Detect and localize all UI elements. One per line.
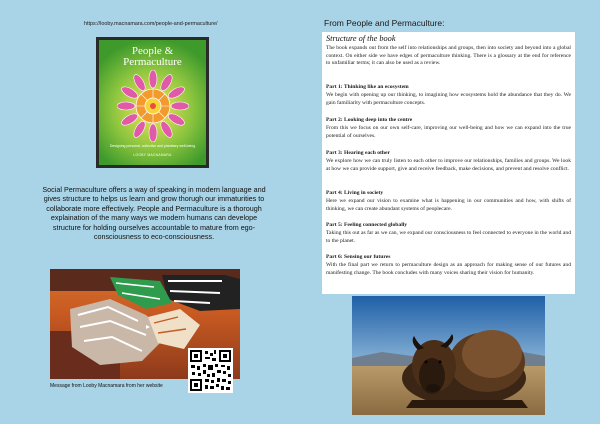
part-4-text: Here we expand our vision to examine what is happening in our communities and how, with shifts of thinking, we can create abundant systems of peoplecare. xyxy=(326,198,571,212)
part-6-title: Part 6: Sensing our futures xyxy=(326,254,391,260)
part-3-title: Part 3: Hearing each other xyxy=(326,150,390,156)
part-4-title: Part 4: Living in society xyxy=(326,190,384,196)
book-cover-subtitle: Designing personal, collective and planetary well-being xyxy=(109,144,196,148)
part-6-text: With the final part we return to permaculture design as an approach for making sense of our futures and manifesting change. The book concludes with many voices sharing their vision for humanity. xyxy=(326,262,571,276)
section-heading: From People and Permaculture: xyxy=(324,18,445,28)
book-title-line1: People & xyxy=(131,45,174,57)
card-intro: The book expands out from the self into relationships and groups, then into society and beyond into a global context. On either side we have edges of permaculture thinking. There is a glossary at the end for reference to unfamiliar terms; it can also be used as a review. xyxy=(326,45,571,67)
intro-paragraph: Social Permaculture offers a way of speaking in modern language and gives structure to helps us learn and grow thorugh our immaturities to collaborate more effectively. People and Permaculture is a thorough explaination of the many ways we modern humans can develope structure for holding ourselves accountable to mature from ego-consciousness to eco-consciousness. xyxy=(42,185,266,242)
book-url: https://looby.macnamara.com/people-and-permaculture/ xyxy=(84,21,218,27)
part-2-text: From this we focus on our own self-care, improving our well-being and how we can expand into the true potential of ourselves. xyxy=(326,125,571,139)
part-5-text: Taking this out as far as we can, we expand our consciousness to feel connected to everyone in the world and to the planet. xyxy=(326,230,571,244)
book-cover xyxy=(96,37,209,168)
qr-code[interactable] xyxy=(188,348,233,393)
card-title: Structure of the book xyxy=(326,34,396,43)
qr-code-icon xyxy=(188,348,233,393)
book-cover-art xyxy=(99,40,206,165)
part-1-text: We begin with opening up our thinking, to imagining how ecosystems hold the abundance that they do. We gain familiarity with permaculture concepts. xyxy=(326,92,571,106)
bison-illustration xyxy=(352,296,545,415)
part-1-title: Part 1: Thinking like an ecosystem xyxy=(326,84,409,90)
part-5-title: Part 5: Feeling connected globally xyxy=(326,222,408,228)
book-title-line2: Permaculture xyxy=(123,56,182,68)
book-cover-title xyxy=(99,46,206,68)
bison-photo xyxy=(352,296,545,415)
part-2-title: Part 2: Looking deep into the centre xyxy=(326,117,413,123)
mandala-illustration xyxy=(117,70,189,142)
artwork-caption: Message from Looby Macnamara from her website xyxy=(50,383,163,389)
part-3-text: We explore how we can truly listen to each other to improve our relationships, families and groups. We look at how we can provide support, give and receive feedback, make decisions, and prevent and resolve conflict. xyxy=(326,158,571,172)
book-cover-author: LOOBY MACNAMARA xyxy=(133,153,172,157)
book-structure-card xyxy=(322,32,575,294)
